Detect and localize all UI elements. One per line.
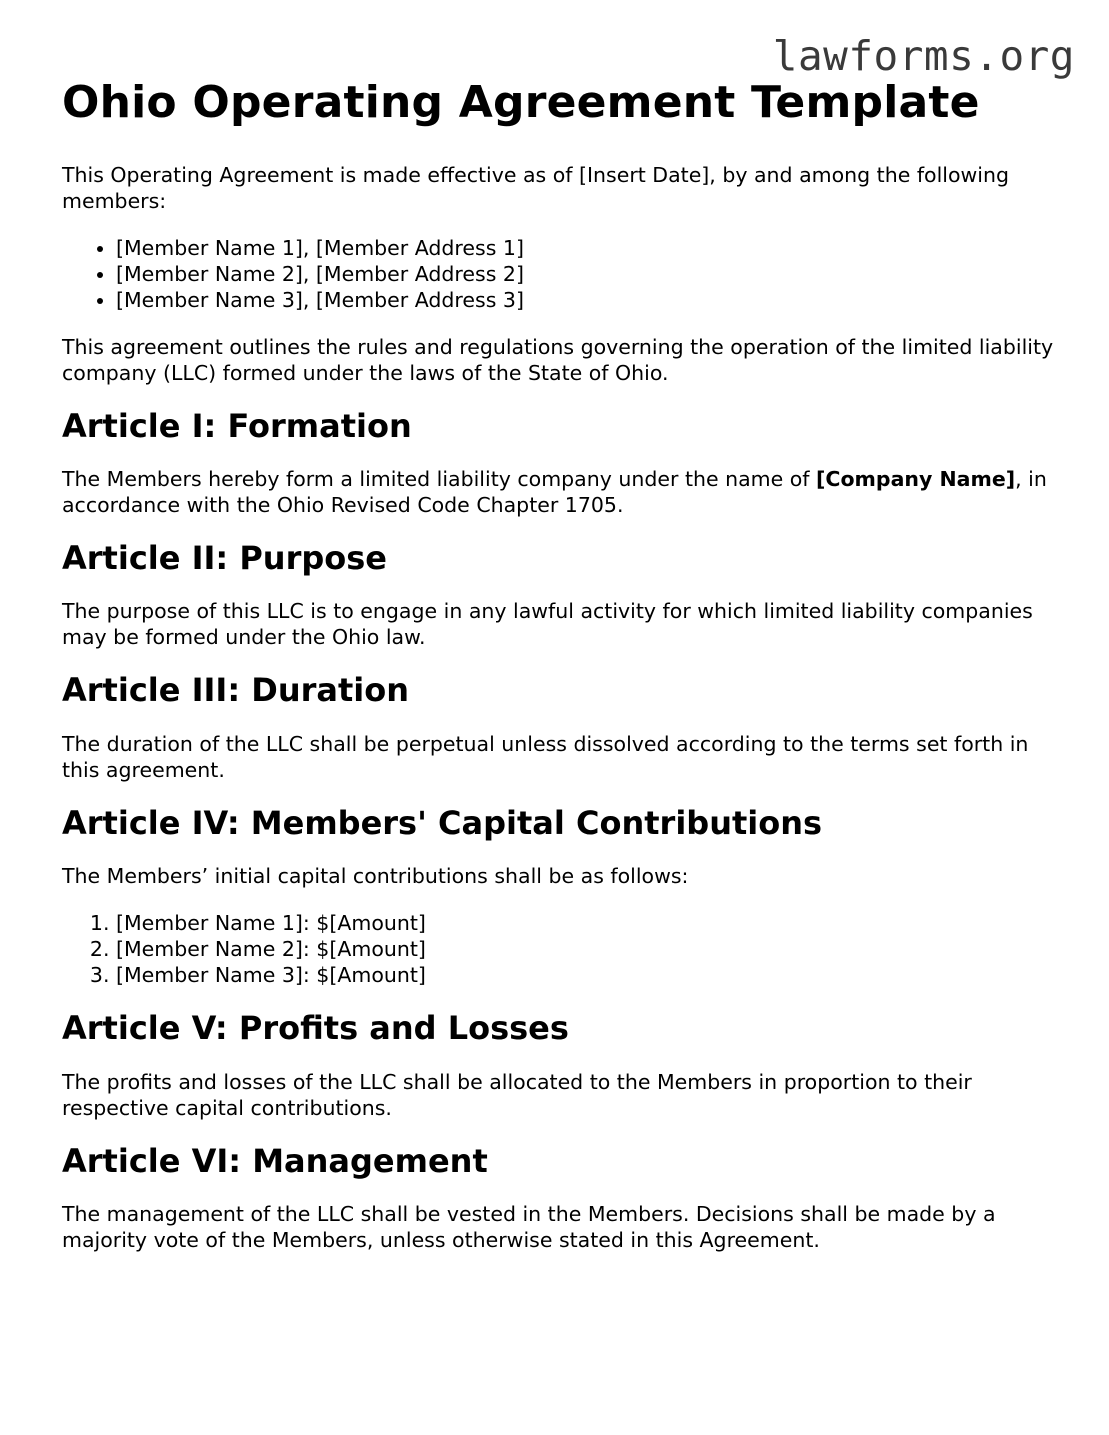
formation-text-before: The Members hereby form a limited liability company under the name of [62,466,817,491]
article-duration-text: The duration of the LLC shall be perpetual unless dissolved according to the terms set forth in this agreement. [62,731,1029,782]
contributions-list [62,910,1062,988]
article-purpose-text: The purpose of this LLC is to engage in any lawful activity for which limited liability companies may be formed under the Ohio law. [62,599,1033,650]
article-profits-heading: Article V: Profits and Losses [62,1009,569,1048]
contribution-item: 2. [Member Name 2]: $[Amount] [116,936,1062,962]
contribution-item: 3. [Member Name 3]: $[Amount] [116,962,1062,988]
members-list [62,235,1062,313]
article-management-heading: Article VI: Management [62,1141,488,1180]
member-item: • [Member Name 3], [Member Address 3] [116,287,1062,313]
member-item: • [Member Name 1], [Member Address 1] [116,235,1062,261]
document-body [62,78,1062,1274]
article-duration-heading: Article III: Duration [62,671,409,710]
watermark: lawforms.org [772,32,1075,80]
company-name-placeholder: [Company Name] [816,466,1016,491]
article-formation-heading: Article I: Formation [62,406,412,445]
formation-text-after: , in accordance with the Ohio Revised Code Chapter 1705. [62,466,1047,517]
page-title: Ohio Operating Agreement Template [62,77,980,128]
member-item: • [Member Name 2], [Member Address 2] [116,261,1062,287]
article-purpose-heading: Article II: Purpose [62,538,387,577]
outline-paragraph: This agreement outlines the rules and regulations governing the operation of the limited liability company (LLC) formed under the laws of the State of Ohio. [62,334,1054,385]
article-formation-text [62,466,1062,518]
article-capital-heading: Article IV: Members' Capital Contributions [62,803,823,842]
intro-paragraph: This Operating Agreement is made effective as of [Insert Date], by and among the following members: [62,162,1009,213]
article-profits-text: The profits and losses of the LLC shall be allocated to the Members in proportion to their respective capital contributions. [62,1069,972,1120]
article-capital-text: The Members’ initial capital contributions shall be as follows: [62,864,689,889]
article-management-text: The management of the LLC shall be vested in the Members. Decisions shall be made by a majority vote of the Members, unless otherwise stated in this Agreement. [62,1201,996,1252]
contribution-item: 1. [Member Name 1]: $[Amount] [116,910,1062,936]
